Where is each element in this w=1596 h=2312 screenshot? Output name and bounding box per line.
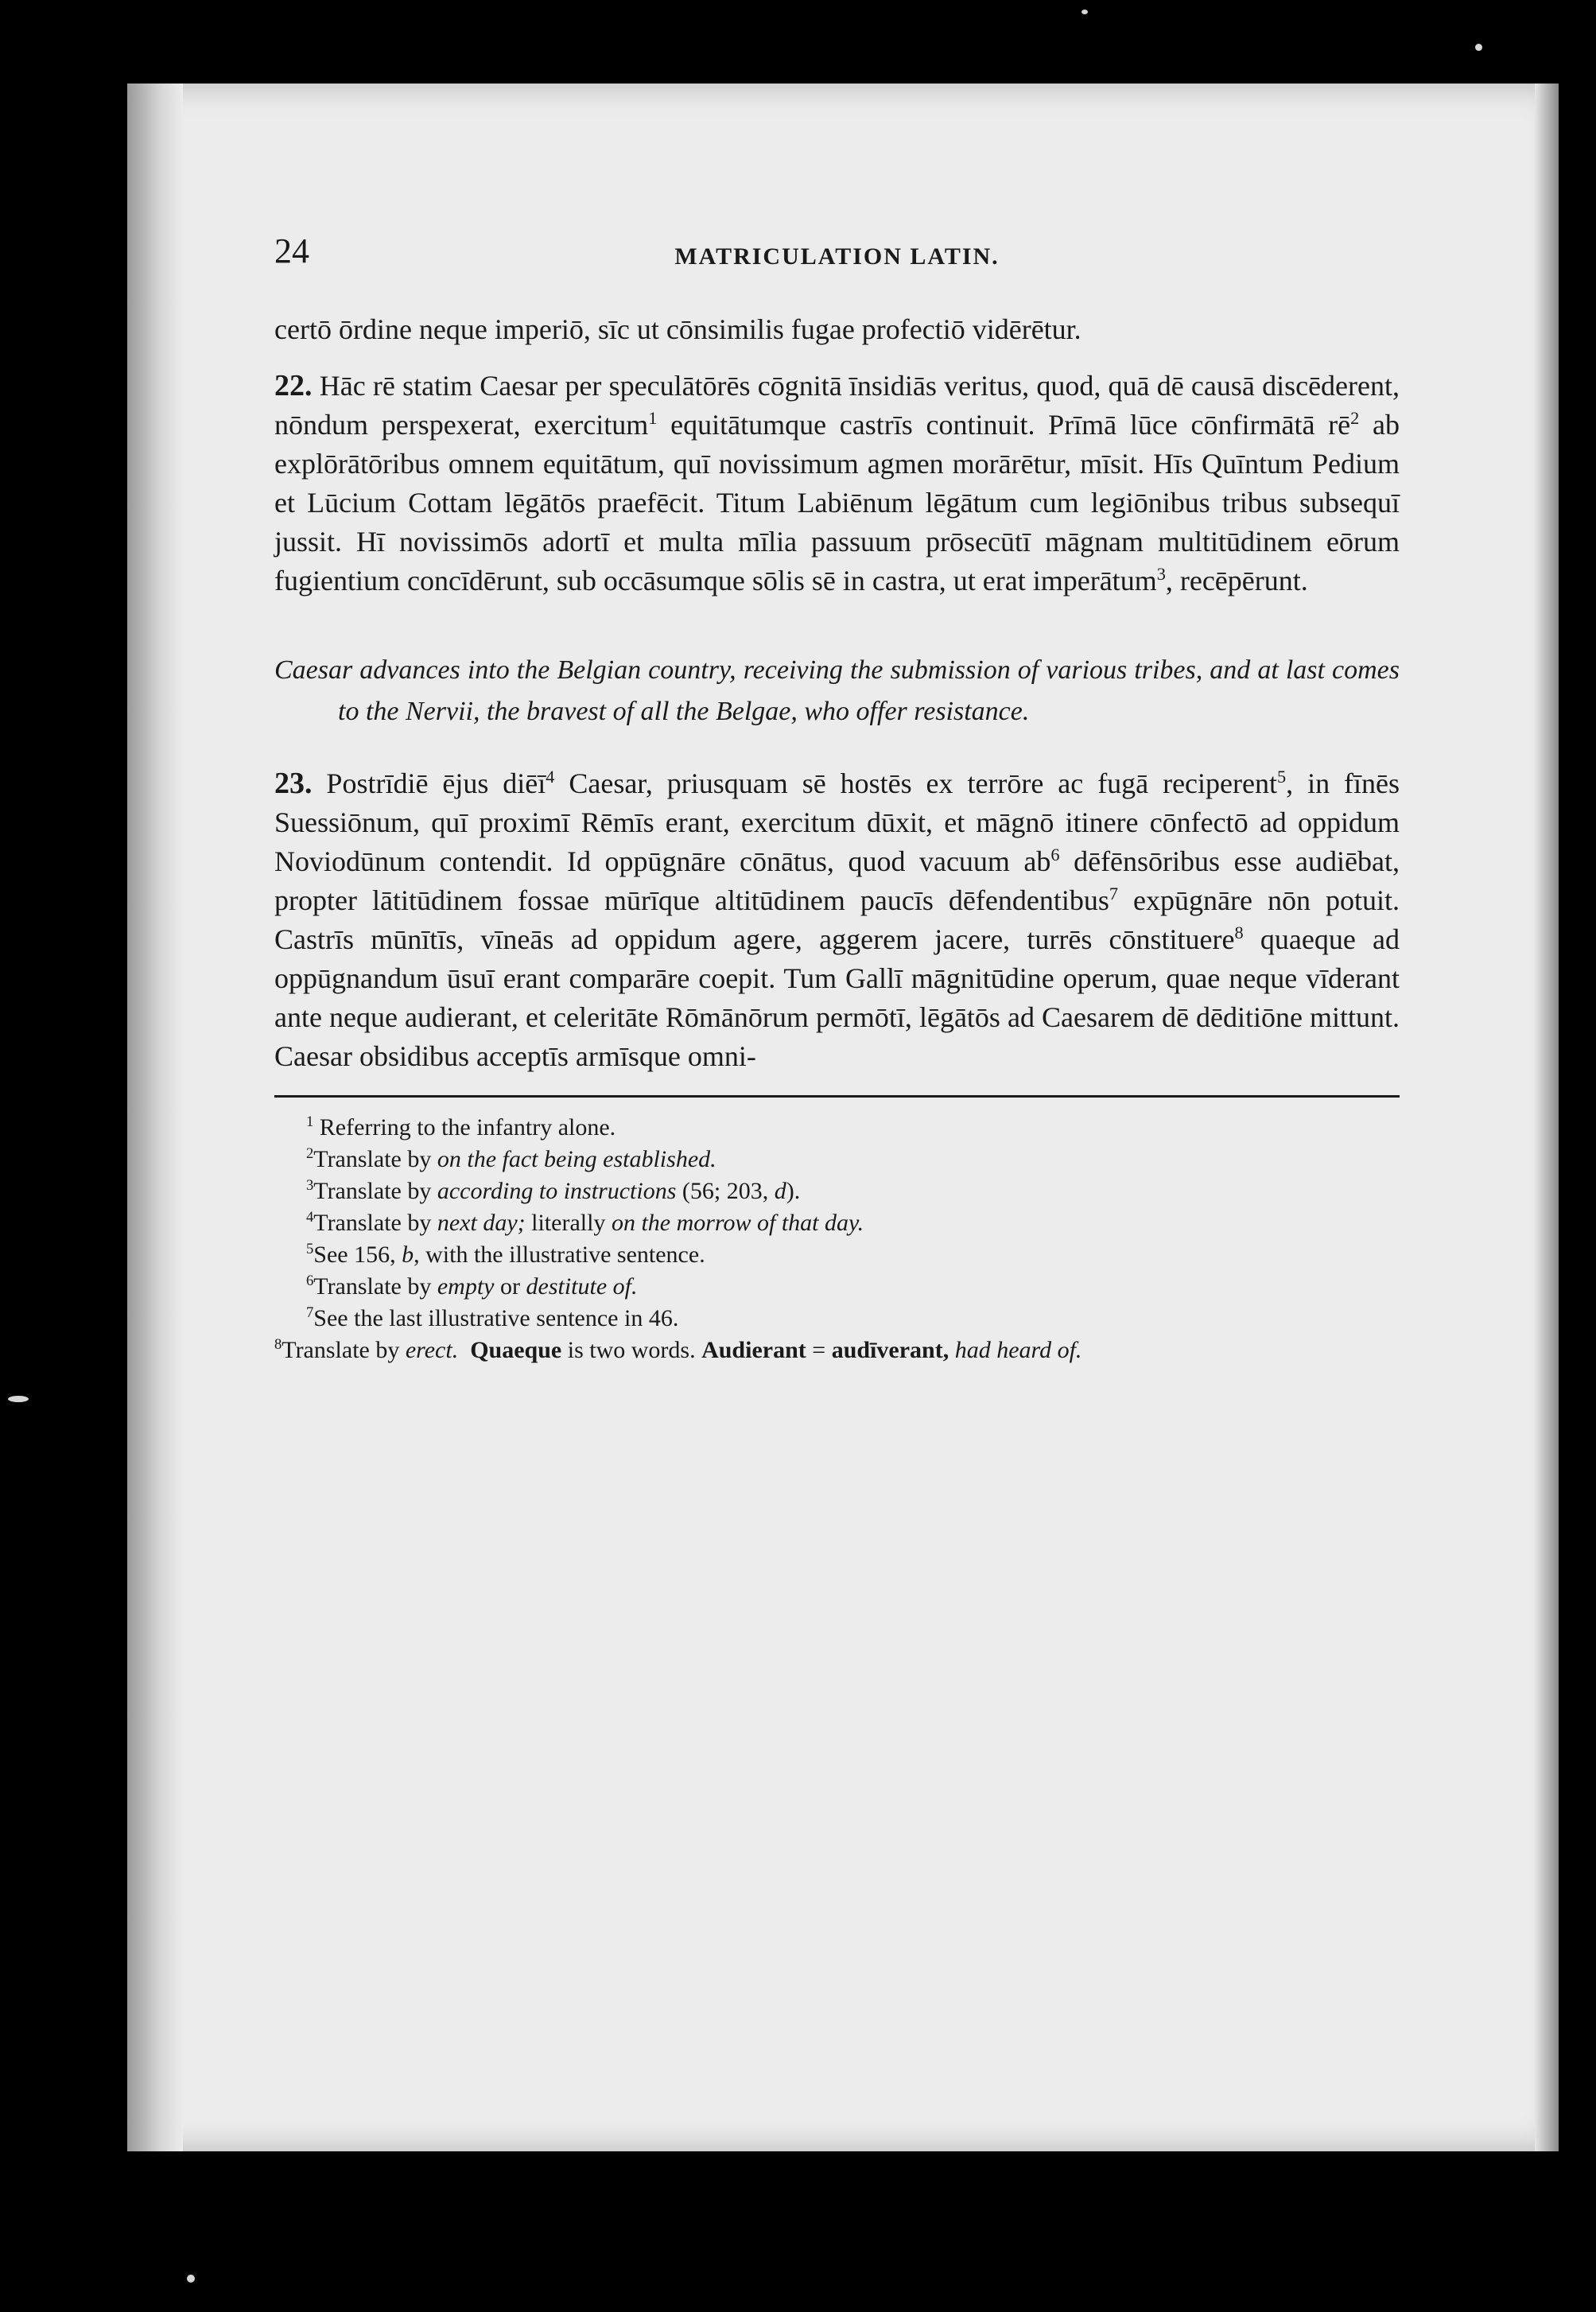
- footnote-ref: 8: [1234, 923, 1244, 942]
- running-title: MATRICULATION LATIN.: [674, 243, 1000, 270]
- section-text: , recēpērunt.: [1165, 565, 1308, 596]
- footnote-text: next day;: [437, 1210, 526, 1236]
- scan-speck: [187, 2275, 195, 2283]
- footnote-text: b: [402, 1241, 414, 1268]
- page-header: [274, 231, 1400, 278]
- footnote: [274, 1271, 1400, 1303]
- footnote-ref: 6: [1050, 845, 1060, 865]
- footnote-text: on the fact being established.: [437, 1146, 716, 1172]
- footnote-number: 4: [306, 1209, 314, 1226]
- footnote-text: Translate by: [282, 1337, 406, 1363]
- paragraph-continued: certō ōrdine neque imperiō, sīc ut cōnsimilis fugae profectiō vidērētur.: [274, 313, 1081, 345]
- footnote-text: d: [774, 1178, 786, 1204]
- scan-speck: [8, 1396, 29, 1402]
- section-text: Hāc rē statim Caesar per speculātōrēs cōgnitā īnsidiās veritus, quod, quā dē causā discēderent, nōndum perspexerat, exercitum: [274, 370, 1400, 441]
- footnote-text: or: [494, 1273, 526, 1300]
- footnote-ref: 5: [1276, 767, 1287, 787]
- footnote: [274, 1144, 1400, 1175]
- footnote-text: had heard of.: [949, 1337, 1082, 1363]
- footnote-number: 1: [306, 1113, 314, 1130]
- footnote-text: destitute of.: [526, 1273, 638, 1300]
- page-content: [274, 231, 1400, 1366]
- footnote-number: 7: [306, 1304, 314, 1321]
- footnote-text: erect.: [405, 1337, 459, 1363]
- footnote-text: according to instructions: [437, 1178, 677, 1204]
- footnote-text: See the last illustrative sentence in 46.: [313, 1305, 679, 1331]
- footnote: [274, 1207, 1400, 1239]
- section-text: equitātumque castrīs continuit. Prīmā lūce cōnfirmātā rē: [657, 409, 1351, 441]
- chapter-summary-heading: Caesar advances into the Belgian country, receiving the submission of various tribes, and at last comes to the Nervii, the bravest of all the Belgae, who offer resistance.: [274, 655, 1400, 726]
- section-22: [274, 367, 1400, 600]
- footnote-ref: 3: [1156, 564, 1166, 584]
- footnote-ref: 7: [1109, 884, 1118, 903]
- footnote-text: Translate by: [313, 1273, 437, 1300]
- section-text: Caesar, priusquam sē hostēs ex terrōre ac fugā reciperent: [554, 767, 1277, 799]
- footnote: [274, 1335, 1400, 1366]
- page-gutter-shadow: [127, 84, 183, 2151]
- footnote-text: See 156,: [313, 1241, 402, 1268]
- footnote-divider: [274, 1095, 1400, 1098]
- scan-speck: [1081, 10, 1088, 14]
- section-number: 23.: [274, 767, 313, 800]
- footnote-text: =: [806, 1337, 832, 1363]
- footnote-text: , with the illustrative sentence.: [414, 1241, 705, 1268]
- scan-speck: [1475, 44, 1482, 51]
- page-number: 24: [274, 231, 309, 270]
- footnote-number: 2: [306, 1145, 314, 1162]
- footnote-text: Referring to the infantry alone.: [313, 1114, 616, 1140]
- footnote-ref: 4: [546, 767, 555, 787]
- section-text: , in fīnēs Suessiōnum, quī proximī Rēmīs erant, exercitum dūxit, et māgnō itinere cōnfectō ad oppidum Noviodūnum contendit. Id oppūgnāre cōnātus, quod vacuum ab: [274, 767, 1400, 877]
- section-number: 22.: [274, 369, 313, 402]
- section-text: expūgnāre nōn potuit. Castrīs mūnītīs, vīneās ad oppidum agere, aggerem jacere, turrēs cōnstituere: [274, 884, 1400, 955]
- footnote-number: 6: [306, 1273, 314, 1289]
- footnote-text: is two words.: [561, 1337, 702, 1363]
- footnote-text: (56; 203,: [676, 1178, 775, 1204]
- footnote-text: literally: [525, 1210, 612, 1236]
- footnote-text: Audierant: [701, 1337, 806, 1363]
- footnote-number: 3: [306, 1177, 314, 1194]
- footnote-number: 5: [306, 1241, 314, 1257]
- footnote: [274, 1239, 1400, 1271]
- page-edge-shadow: [1535, 84, 1559, 2151]
- footnote: [274, 1112, 1400, 1144]
- footnote: [274, 1303, 1400, 1335]
- footnote-number: 8: [274, 1336, 282, 1353]
- footnote-ref: 2: [1350, 408, 1360, 428]
- footnote-text: empty: [437, 1273, 495, 1300]
- footnote-text: on the morrow of that day.: [611, 1210, 864, 1236]
- footnote-ref: 1: [648, 408, 658, 428]
- section-text: Postrīdiē ējus diēī: [312, 767, 546, 799]
- section-text: quaeque ad oppūgnandum ūsuī erant comparāre coepit. Tum Gallī māgnitūdine operum, quae neque vīderant ante neque audierant, et celeritāte Rōmānōrum permōtī, lēgātōs ad Caesarem dē dēditiōne mittunt. Caesar obsidibus acceptīs armīsque omni-: [274, 923, 1400, 1072]
- footnote-text: Translate by: [313, 1210, 437, 1236]
- section-text: dēfēnsōribus esse audiēbat, propter lātitūdinem fossae mūrīque altitūdinem paucīs dēfendentibus: [274, 845, 1400, 916]
- footnote-text: Translate by: [313, 1178, 437, 1204]
- footnote-text: Translate by: [313, 1146, 437, 1172]
- footnote-text: audīverant,: [831, 1337, 949, 1363]
- footnotes: [274, 1112, 1400, 1366]
- footnote: [274, 1175, 1400, 1207]
- footnote-text: Quaeque: [470, 1337, 562, 1363]
- section-text: ab explōrātōribus omnem equitātum, quī novissimum agmen morārētur, mīsit. Hīs Quīntum Pedium et Lūcium Cottam lēgātōs praefēcit. Titum Labiēnum lēgātum cum legiōnibus tribus subsequī jussit. Hī novissimōs adortī et multa mīlia passuum prōsecūtī māgnam multitūdinem eōrum fugientium concīdērunt, sub occāsumque sōlis sē in castra, ut erat imperātum: [274, 409, 1400, 596]
- footnote-text: ).: [786, 1178, 801, 1204]
- section-23: [274, 764, 1400, 1076]
